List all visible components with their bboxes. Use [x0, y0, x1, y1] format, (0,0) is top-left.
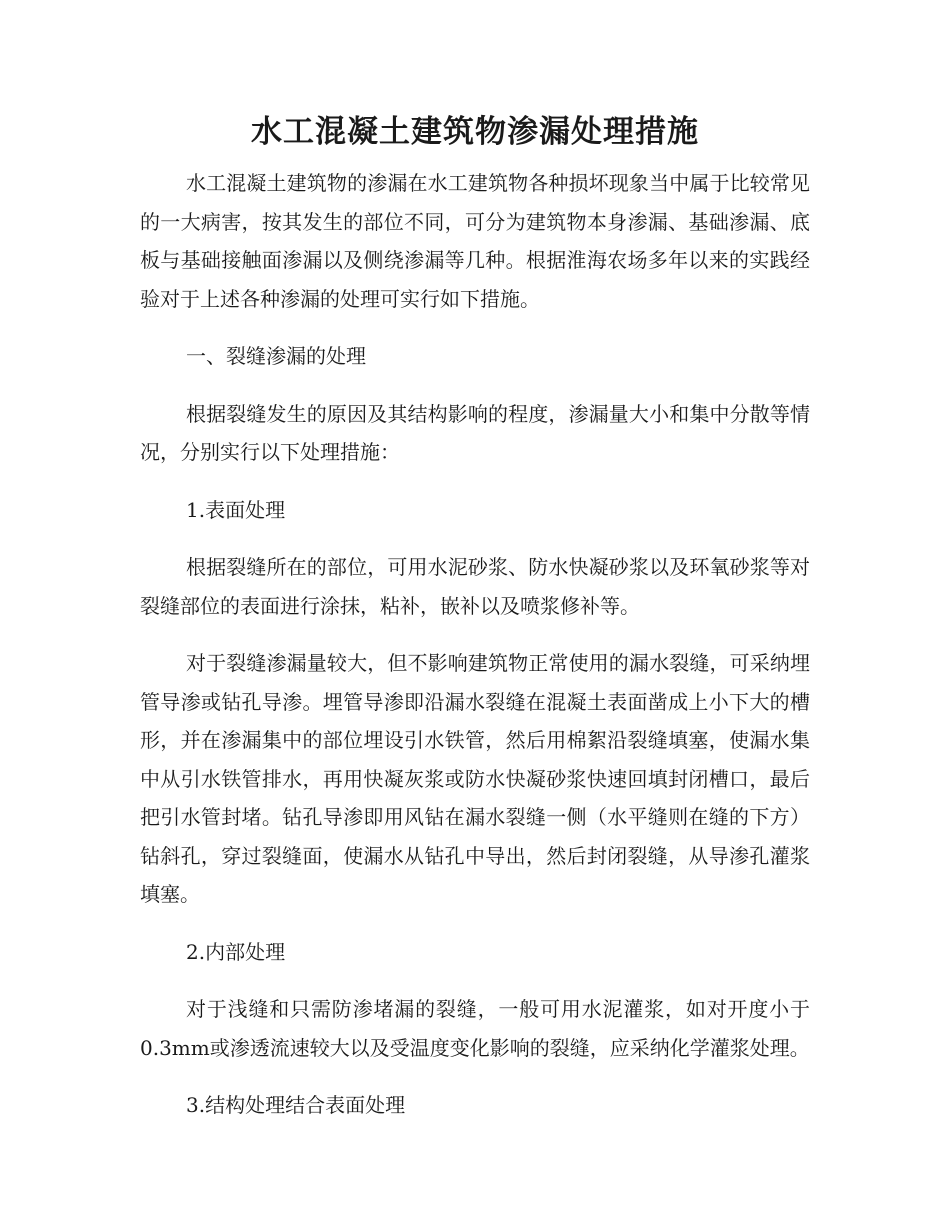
subheading-surface-treatment: 1.表面处理: [186, 497, 286, 522]
document-title: 水工混凝土建筑物渗漏处理措施: [251, 114, 699, 150]
paragraph-internal-treatment: 对于浅缝和只需防渗堵漏的裂缝，一般可用水泥灌浆，如对开度小于0.3mm或渗透流速较大以及受温度变化影响的裂缝，应采纳化学灌浆处理。: [140, 997, 810, 1060]
paragraph-drainage-methods: 对于裂缝渗漏量较大，但不影响建筑物正常使用的漏水裂缝，可采纳埋管导渗或钻孔导渗。埋管导渗即沿漏水裂缝在混凝土表面凿成上小下大的槽形，并在渗漏集中的部位埋设引水铁管，然后用棉絮沿裂缝填塞，使漏水集中从引水铁管排水，再用快凝灰浆或防水快凝砂浆快速回填封闭槽口，最后把引水管封堵。钻孔导渗即用风钻在漏水裂缝一侧（水平缝则在缝的下方）钻斜孔，穿过裂缝面，使漏水从钻孔中导出，然后封闭裂缝，从导渗孔灌浆填塞。: [140, 651, 810, 906]
paragraph-surface-treatment: 根据裂缝所在的部位，可用水泥砂浆、防水快凝砂浆以及环氧砂浆等对裂缝部位的表面进行涂抹，粘补，嵌补以及喷浆修补等。: [140, 555, 810, 618]
paragraph-crack-overview: 根据裂缝发生的原因及其结构影响的程度，渗漏量大小和集中分散等情况，分别实行以下处理措施：: [140, 401, 810, 464]
subheading-internal-treatment: 2.内部处理: [186, 939, 286, 964]
section-heading-crack-leakage: 一、裂缝渗漏的处理: [186, 344, 366, 368]
paragraph-intro: 水工混凝土建筑物的渗漏在水工建筑物各种损坏现象当中属于比较常见的一大病害，按其发生的部位不同，可分为建筑物本身渗漏、基础渗漏、底板与基础接触面渗漏以及侧绕渗漏等几种。根据淮海农场多年以来的实践经验对于上述各种渗漏的处理可实行如下措施。: [140, 171, 810, 311]
subheading-structural-treatment: 3.结构处理结合表面处理: [186, 1093, 406, 1117]
document-body: [140, 164, 810, 1144]
